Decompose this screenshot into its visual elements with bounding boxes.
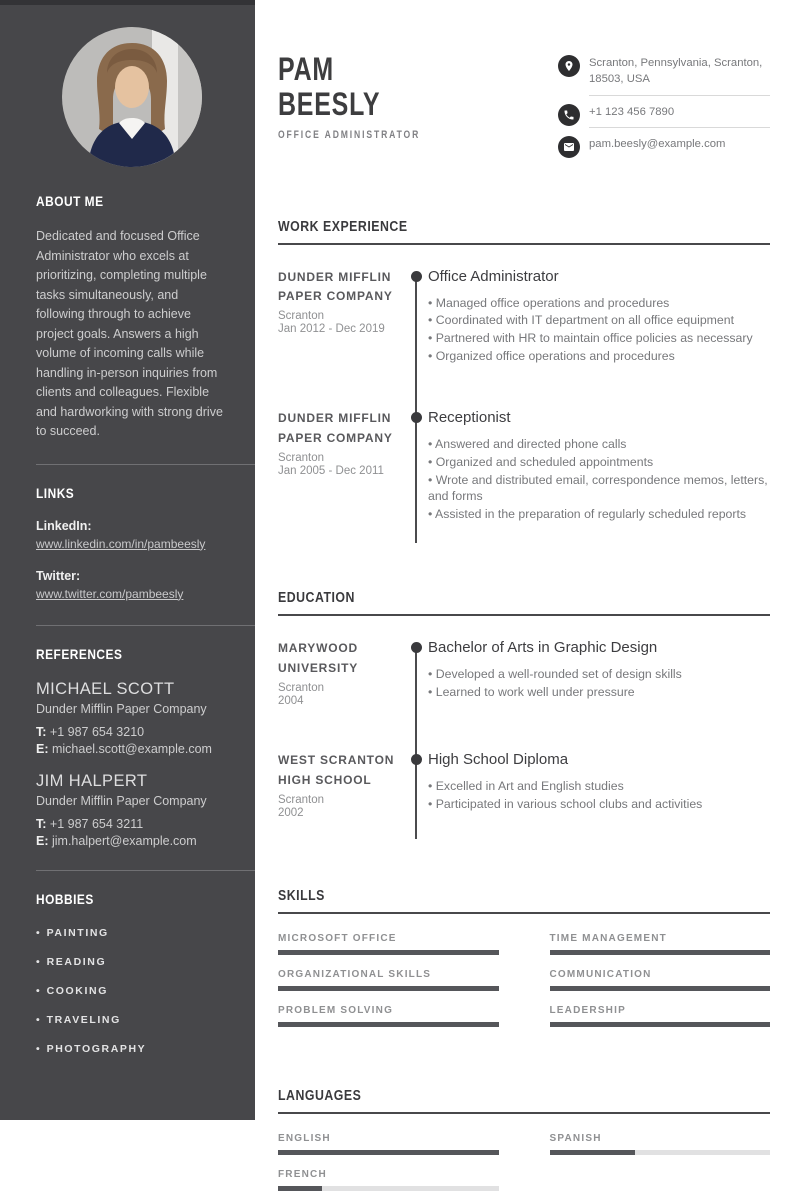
work-item-meta: [278, 409, 415, 523]
hobbies-heading: HOBBIES: [36, 890, 94, 907]
language-bar-fill: [550, 1150, 636, 1155]
email-icon: [558, 136, 580, 158]
work-item-meta: [278, 268, 415, 366]
work-item-detail: [415, 268, 770, 366]
reference-phone: [36, 725, 227, 739]
link-item-twitter: [36, 569, 227, 603]
about-me-heading: ABOUT ME: [36, 193, 104, 209]
skill-item: [278, 933, 499, 955]
link-item-linkedin: [36, 519, 227, 553]
skills-heading: SKILLS: [278, 887, 325, 904]
skill-label: MICROSOFT OFFICE: [278, 932, 397, 944]
bullet: • Partnered with HR to maintain office policies as necessary: [428, 331, 770, 347]
profile-photo-illustration: [62, 27, 202, 167]
bullet: • Organized and scheduled appointments: [428, 455, 770, 471]
bullet: • Managed office operations and procedures: [428, 296, 770, 312]
skill-bar: [550, 986, 771, 991]
work-experience-items: [278, 268, 770, 544]
work-item-detail: [415, 409, 770, 523]
bullet: • Participated in various school clubs and activities: [428, 797, 770, 813]
languages-section: [278, 1087, 770, 1191]
phone-icon: [558, 104, 580, 126]
email-value: jim.halpert@example.com: [51, 833, 197, 848]
contact-email: pam.beesly@example.com: [589, 138, 726, 151]
degree-title: Bachelor of Arts in Graphic Design: [428, 639, 658, 657]
skill-bar-fill: [278, 1022, 499, 1027]
reference-email: [36, 742, 227, 756]
job-title: OFFICE ADMINISTRATOR: [278, 129, 421, 142]
section-rule: [278, 912, 770, 914]
bullet: • Organized office operations and procedures: [428, 349, 770, 365]
school-location: Scranton: [278, 681, 325, 694]
skill-bar: [550, 1022, 771, 1027]
twitter-link[interactable]: www.twitter.com/pambeesly: [36, 586, 184, 601]
bullet: • Coordinated with IT department on all office equipment: [428, 313, 770, 329]
work-item: [278, 268, 770, 366]
reference-email: [36, 834, 227, 848]
school-name: MARYWOOD UNIVERSITY: [278, 641, 359, 676]
first-name: PAM: [278, 51, 334, 87]
hobby-item: • PHOTOGRAPHY: [36, 1043, 227, 1055]
education-item: [278, 751, 770, 819]
hobby-item: • PAINTING: [36, 927, 227, 939]
education-item-meta: [278, 751, 415, 819]
hobby-item: • COOKING: [36, 985, 227, 997]
skill-bar: [278, 1022, 499, 1027]
skill-label: PROBLEM SOLVING: [278, 1004, 394, 1016]
contact-email-row: [558, 136, 770, 159]
skill-item: [278, 969, 499, 991]
about-me-text: Dedicated and focused Office Administrator who excels at prioritizing, completing multiple tasks simultaneously, and following through to achieve project goals. Answers a high volume of incoming calls while handling in-person inquiries from clients and colleagues. Flexible and hardworking with strong drive to succeed.: [36, 229, 223, 438]
email-label: E:: [36, 741, 49, 756]
education-item: [278, 639, 770, 707]
skill-label: ORGANIZATIONAL SKILLS: [278, 968, 432, 980]
education-section: [278, 589, 770, 838]
reference-phone: [36, 817, 227, 831]
email-value: michael.scott@example.com: [51, 741, 212, 756]
language-label: ENGLISH: [278, 1132, 331, 1144]
company-location: Scranton: [278, 452, 325, 465]
linkedin-link[interactable]: www.linkedin.com/in/pambeesly: [36, 536, 206, 551]
location-icon: [558, 55, 580, 77]
section-rule: [278, 614, 770, 616]
skill-label: TIME MANAGEMENT: [549, 932, 667, 944]
education-heading: EDUCATION: [278, 590, 355, 607]
bullet: • Wrote and distributed email, correspondence memos, letters, and forms: [428, 473, 770, 505]
language-item: [550, 1133, 771, 1155]
bullet: • Answered and directed phone calls: [428, 437, 770, 453]
phone-label: T:: [36, 724, 47, 739]
school-name: WEST SCRANTON HIGH SCHOOL: [278, 752, 395, 787]
skills-section: [278, 887, 770, 1027]
sidebar-top-strip: [0, 0, 255, 5]
company-name: DUNDER MIFFLIN PAPER COMPANY: [278, 269, 393, 304]
section-rule: [278, 243, 770, 245]
skill-bar: [278, 986, 499, 991]
contact-location-row: [558, 55, 770, 96]
education-item-meta: [278, 639, 415, 707]
sidebar-divider: [36, 870, 255, 871]
sidebar-divider: [36, 464, 255, 465]
skill-item: [550, 969, 771, 991]
education-item-detail: [415, 751, 770, 819]
bullet: • Learned to work well under pressure: [428, 685, 770, 701]
sidebar-divider: [36, 625, 255, 626]
job-position-title: Receptionist: [428, 409, 511, 427]
last-name: BEESLY: [278, 86, 381, 123]
links-heading: LINKS: [36, 484, 75, 501]
language-bar: [550, 1150, 771, 1155]
work-experience-section: [278, 218, 770, 544]
company-name: DUNDER MIFFLIN PAPER COMPANY: [278, 411, 393, 446]
employment-dates: Jan 2012 - Dec 2019: [278, 323, 385, 336]
contact-location: Scranton, Pennsylvania, Scranton, 18503, USA: [589, 55, 770, 96]
bullet: • Assisted in the preparation of regularly scheduled reports: [428, 507, 770, 523]
phone-value: +1 987 654 3210: [49, 724, 145, 739]
language-bar: [278, 1150, 499, 1155]
skill-bar-fill: [550, 986, 771, 991]
section-rule: [278, 1112, 770, 1114]
language-bar-fill: [278, 1150, 499, 1155]
reference-item: [36, 772, 227, 848]
contact-phone: +1 123 456 7890: [589, 104, 770, 128]
skill-bar: [278, 950, 499, 955]
employment-dates: Jan 2005 - Dec 2011: [278, 465, 384, 478]
education-dates: 2004: [278, 694, 304, 707]
work-experience-heading: WORK EXPERIENCE: [278, 218, 408, 235]
language-item: [278, 1169, 499, 1191]
skill-bar: [550, 950, 771, 955]
reference-name: JIM HALPERT: [36, 771, 148, 790]
references-heading: REFERENCES: [36, 645, 123, 662]
link-label: LinkedIn:: [36, 518, 92, 533]
hobby-item: • TRAVELING: [36, 1014, 227, 1026]
skill-bar-fill: [550, 950, 771, 955]
bullet: • Excelled in Art and English studies: [428, 779, 770, 795]
bullet: • Developed a well-rounded set of design skills: [428, 667, 770, 683]
job-bullets: [428, 437, 770, 523]
languages-grid: [278, 1133, 770, 1191]
header: [278, 0, 770, 168]
education-bullets: [428, 779, 770, 813]
contact-block: [558, 55, 770, 168]
name-block: [278, 52, 420, 168]
work-item: [278, 409, 770, 523]
main-content: [255, 0, 794, 1180]
job-position-title: Office Administrator: [428, 267, 559, 285]
education-items: [278, 639, 770, 838]
language-bar: [278, 1186, 499, 1191]
language-label: FRENCH: [278, 1168, 327, 1180]
language-bar-fill: [278, 1186, 322, 1191]
skill-bar-fill: [550, 1022, 771, 1027]
job-bullets: [428, 296, 770, 366]
skill-item: [278, 1005, 499, 1027]
phone-value: +1 987 654 3211: [49, 816, 144, 831]
languages-heading: LANGUAGES: [278, 1087, 362, 1104]
language-label: SPANISH: [549, 1132, 602, 1144]
education-item-detail: [415, 639, 770, 707]
skill-item: [550, 933, 771, 955]
skill-label: COMMUNICATION: [549, 968, 652, 980]
skill-bar-fill: [278, 986, 499, 991]
sidebar: [0, 0, 255, 1120]
education-bullets: [428, 667, 770, 701]
skill-label: LEADERSHIP: [549, 1004, 626, 1016]
school-location: Scranton: [278, 793, 325, 806]
language-item: [278, 1133, 499, 1155]
education-dates: 2002: [278, 806, 304, 819]
phone-label: T:: [36, 816, 47, 831]
profile-photo: [62, 27, 202, 167]
reference-company: Dunder Mifflin Paper Company: [36, 793, 207, 808]
contact-phone-row: [558, 104, 770, 128]
email-label: E:: [36, 833, 49, 848]
degree-title: High School Diploma: [428, 750, 569, 768]
hobbies-list: [36, 927, 227, 1055]
company-location: Scranton: [278, 310, 325, 323]
reference-name: MICHAEL SCOTT: [36, 679, 175, 698]
hobby-item: • READING: [36, 956, 227, 968]
skills-grid: [278, 933, 770, 1027]
reference-item: [36, 680, 227, 756]
link-label: Twitter:: [36, 568, 81, 583]
skill-bar-fill: [278, 950, 499, 955]
reference-company: Dunder Mifflin Paper Company: [36, 701, 207, 716]
skill-item: [550, 1005, 771, 1027]
